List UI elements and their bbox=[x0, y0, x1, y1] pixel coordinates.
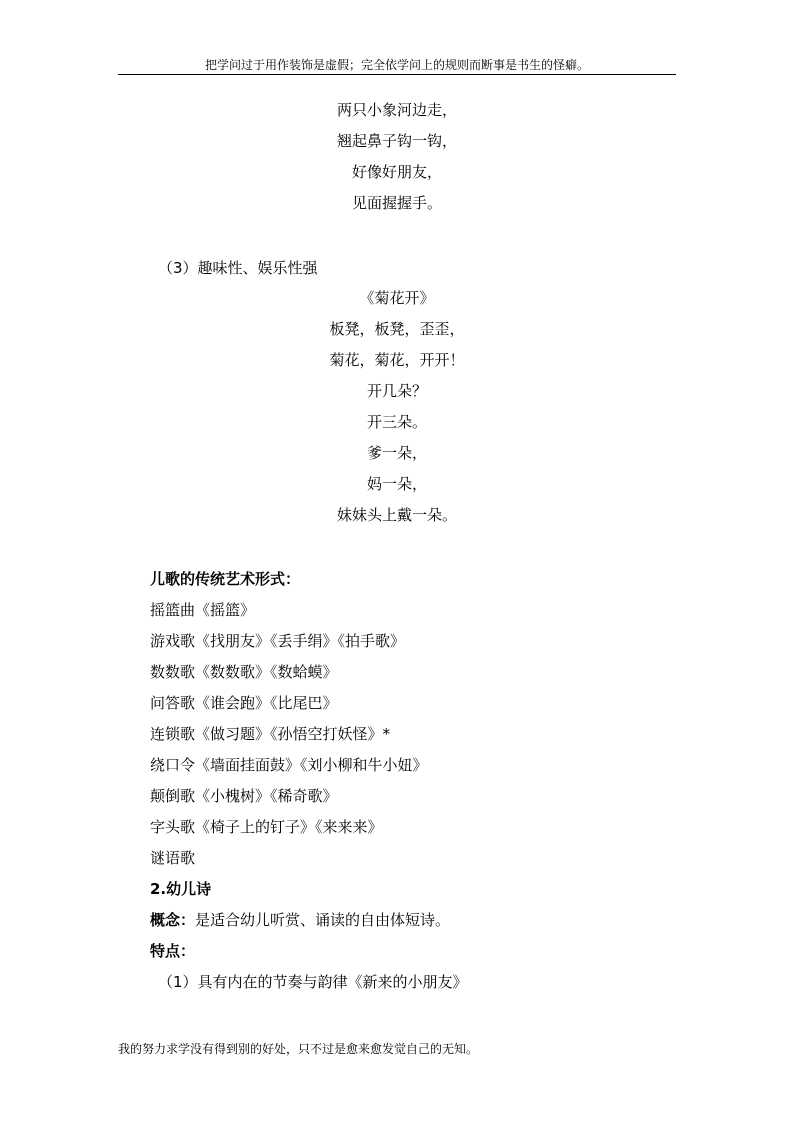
concept-text: 是适合幼儿听赏、诵读的自由体短诗。 bbox=[195, 911, 451, 929]
page-header: 把学问过于用作装饰是虚假；完全依学问上的规则而断事是书生的怪癖。 bbox=[204, 58, 589, 72]
form-item: 绕口令《墙面挂面鼓》《刘小柳和牛小妞》 bbox=[150, 756, 428, 774]
section-heading-3: （3）趣味性、娱乐性强 bbox=[158, 259, 318, 277]
poem-line: 开几朵？ bbox=[366, 382, 427, 400]
poetry-heading: 2.幼儿诗 bbox=[150, 880, 212, 898]
form-item: 问答歌《谁会跑》《比尾巴》 bbox=[150, 694, 338, 712]
poem-line: 开三朵。 bbox=[366, 413, 427, 431]
header-divider bbox=[118, 74, 676, 75]
form-item: 游戏歌《找朋友》《丢手绢》《拍手歌》 bbox=[150, 632, 406, 650]
poem-line: 两只小象河边走， bbox=[336, 101, 457, 119]
poem-line: 妹妹头上戴一朵。 bbox=[336, 506, 457, 524]
form-item: 数数歌《数数歌》《数蛤蟆》 bbox=[150, 663, 338, 681]
form-item: 连锁歌《做习题》《孙悟空打妖怪》* bbox=[150, 725, 391, 743]
features-label: 特点： bbox=[150, 942, 196, 960]
form-item: 字头歌《椅子上的钉子》《来来来》 bbox=[150, 818, 383, 836]
form-item: 摇篮曲《摇篮》 bbox=[150, 601, 256, 619]
poem-chrysanthemum bbox=[118, 283, 676, 531]
forms-heading: 儿歌的传统艺术形式： bbox=[150, 570, 301, 588]
poem-line: 板凳，板凳，歪歪， bbox=[329, 320, 465, 338]
concept-line bbox=[150, 905, 468, 936]
poem-line: 妈一朵， bbox=[366, 475, 427, 493]
poem-line: 爹一朵， bbox=[366, 444, 427, 462]
poem-line: 翘起鼻子钩一钩， bbox=[336, 132, 457, 150]
poem-title: 《菊花开》 bbox=[359, 289, 435, 307]
poem-elephants bbox=[118, 95, 676, 219]
page-footer: 我的努力求学没有得到别的好处，只不过是愈来愈发觉自己的无知。 bbox=[118, 1042, 479, 1056]
poem-line: 好像好朋友， bbox=[351, 163, 442, 181]
forms-section bbox=[150, 564, 468, 998]
form-item: 谜语歌 bbox=[150, 849, 196, 867]
feature-item: （1）具有内在的节奏与韵律《新来的小朋友》 bbox=[158, 973, 468, 991]
form-item: 颠倒歌《小槐树》《稀奇歌》 bbox=[150, 787, 338, 805]
concept-label: 概念： bbox=[150, 911, 196, 929]
poem-line: 菊花，菊花，开开！ bbox=[329, 351, 465, 369]
poem-line: 见面握握手。 bbox=[351, 194, 442, 212]
